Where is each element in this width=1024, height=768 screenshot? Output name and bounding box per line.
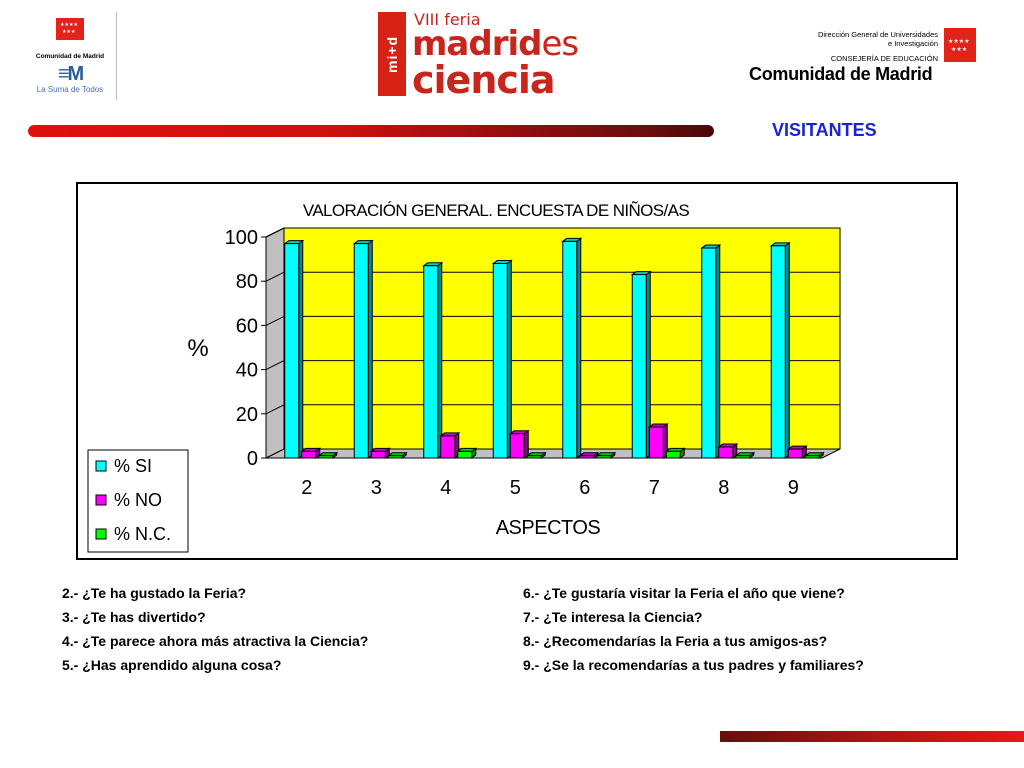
bar-si-9 (771, 246, 785, 458)
right-logo-comunidad: Comunidad de Madrid (749, 64, 933, 84)
bar-no-8 (719, 447, 733, 458)
bar-si-6-side (577, 238, 581, 458)
right-logo-line1: Dirección General de Universidades (817, 30, 938, 39)
chart-title: VALORACIÓN GENERAL. ENCUESTA DE NIÑOS/AS (302, 201, 690, 220)
bar-nc-6 (597, 456, 611, 458)
svg-text:★★★★: ★★★★ (948, 38, 970, 45)
bar-si-8-side (716, 245, 720, 458)
direccion-general-logo (744, 26, 980, 90)
section-title: VISITANTES (772, 120, 877, 140)
y-tick-label: 40 (235, 359, 258, 382)
bar-no-4 (441, 436, 455, 458)
question-3: 3.- ¿Te has divertido? (62, 609, 206, 625)
bar-chart (78, 184, 956, 558)
question-6: 6.- ¿Te gustaría visitar la Feria el año que viene? (523, 585, 845, 601)
y-tick-label: 20 (235, 403, 258, 426)
bar-nc-2 (319, 456, 333, 458)
logo-madrid-suffix: es (541, 24, 579, 64)
bar-si-4 (424, 266, 438, 458)
footer-red-bar (720, 731, 1024, 742)
bar-no-2 (302, 451, 316, 458)
bar-si-2-side (299, 241, 303, 458)
bar-si-9-side (785, 243, 789, 458)
bar-si-3-side (368, 241, 372, 458)
left-logo-tagline: La Suma de Todos (36, 85, 104, 94)
right-logo-line2: e Investigación (887, 39, 938, 48)
bar-nc-9 (805, 456, 819, 458)
bar-si-3 (354, 244, 368, 458)
bar-nc-7 (666, 451, 680, 458)
x-tick-label: 4 (440, 477, 452, 499)
bar-no-5 (510, 434, 524, 458)
y-tick-label: 100 (224, 227, 258, 249)
feria-madrid-ciencia-logo (376, 10, 579, 102)
question-2: 2.- ¿Te ha gustado la Feria? (62, 585, 247, 601)
x-tick-label: 7 (648, 477, 660, 499)
logo-feria-text: VIII feria (414, 10, 481, 29)
bar-si-6 (563, 241, 577, 458)
right-logo-consejeria: CONSEJERÍA DE EDUCACIÓN (830, 54, 938, 63)
questions-right (523, 583, 864, 679)
logo-madrid-main: madrid (412, 24, 542, 64)
left-logo-name: Comunidad de Madrid (35, 53, 105, 60)
mid-badge: mi+d (378, 12, 406, 96)
bar-no-9 (788, 449, 802, 458)
question-8: 8.- ¿Recomendarías la Feria a tus amigos-as? (523, 633, 828, 649)
bar-si-5-side (507, 261, 511, 458)
plot-side-wall (266, 228, 284, 458)
x-axis-label: ASPECTOS (495, 517, 601, 539)
question-5: 5.- ¿Has aprendido alguna cosa? (62, 657, 282, 673)
questions-left (62, 583, 368, 679)
y-axis-label: % (187, 335, 209, 362)
bar-nc-3 (388, 456, 402, 458)
x-tick-label: 6 (579, 477, 591, 499)
em-logo-icon: ≡M (57, 63, 83, 85)
legend-label: % N.C. (114, 524, 172, 544)
bar-nc-8 (736, 456, 750, 458)
question-7: 7.- ¿Te interesa la Ciencia? (523, 609, 703, 625)
right-logo-dg (818, 30, 938, 48)
bar-no-6 (580, 456, 594, 458)
legend-swatch (96, 461, 106, 471)
y-tick-label: 80 (235, 271, 258, 294)
x-tick-label: 8 (718, 477, 730, 499)
x-tick-label: 5 (509, 477, 521, 499)
bar-si-7 (632, 275, 646, 458)
x-tick-label: 9 (787, 477, 799, 499)
y-tick-label: 0 (246, 448, 258, 470)
y-tick-label: 60 (235, 315, 258, 338)
header-red-bar (28, 125, 714, 137)
question-4: 4.- ¿Te parece ahora más atractiva la Ciencia? (62, 633, 369, 649)
bar-si-8 (702, 248, 716, 458)
bar-si-2 (285, 244, 299, 458)
legend-swatch (96, 529, 106, 539)
header-divider (116, 12, 117, 100)
bar-nc-4 (458, 451, 472, 458)
legend-label: % NO (114, 490, 163, 510)
legend-label: % SI (114, 456, 153, 476)
bar-si-4-side (438, 263, 442, 458)
comunidad-madrid-logo (22, 18, 118, 102)
bar-no-5-side (524, 431, 528, 458)
logo-ciencia-text: ciencia (412, 58, 555, 102)
chart-frame (76, 182, 958, 560)
bar-no-7 (649, 427, 663, 458)
bar-si-5 (493, 264, 507, 458)
bar-no-3 (371, 451, 385, 458)
x-tick-label: 3 (370, 477, 382, 499)
svg-text:★★★: ★★★ (951, 46, 968, 53)
question-9: 9.- ¿Se la recomendarías a tus padres y familiares? (523, 657, 864, 673)
madrid-flag-right-icon (944, 28, 976, 62)
madrid-flag-icon: ★★★★ ★★★ (56, 18, 84, 40)
bar-nc-5 (527, 456, 541, 458)
x-tick-label: 2 (301, 477, 313, 499)
legend-swatch (96, 495, 106, 505)
